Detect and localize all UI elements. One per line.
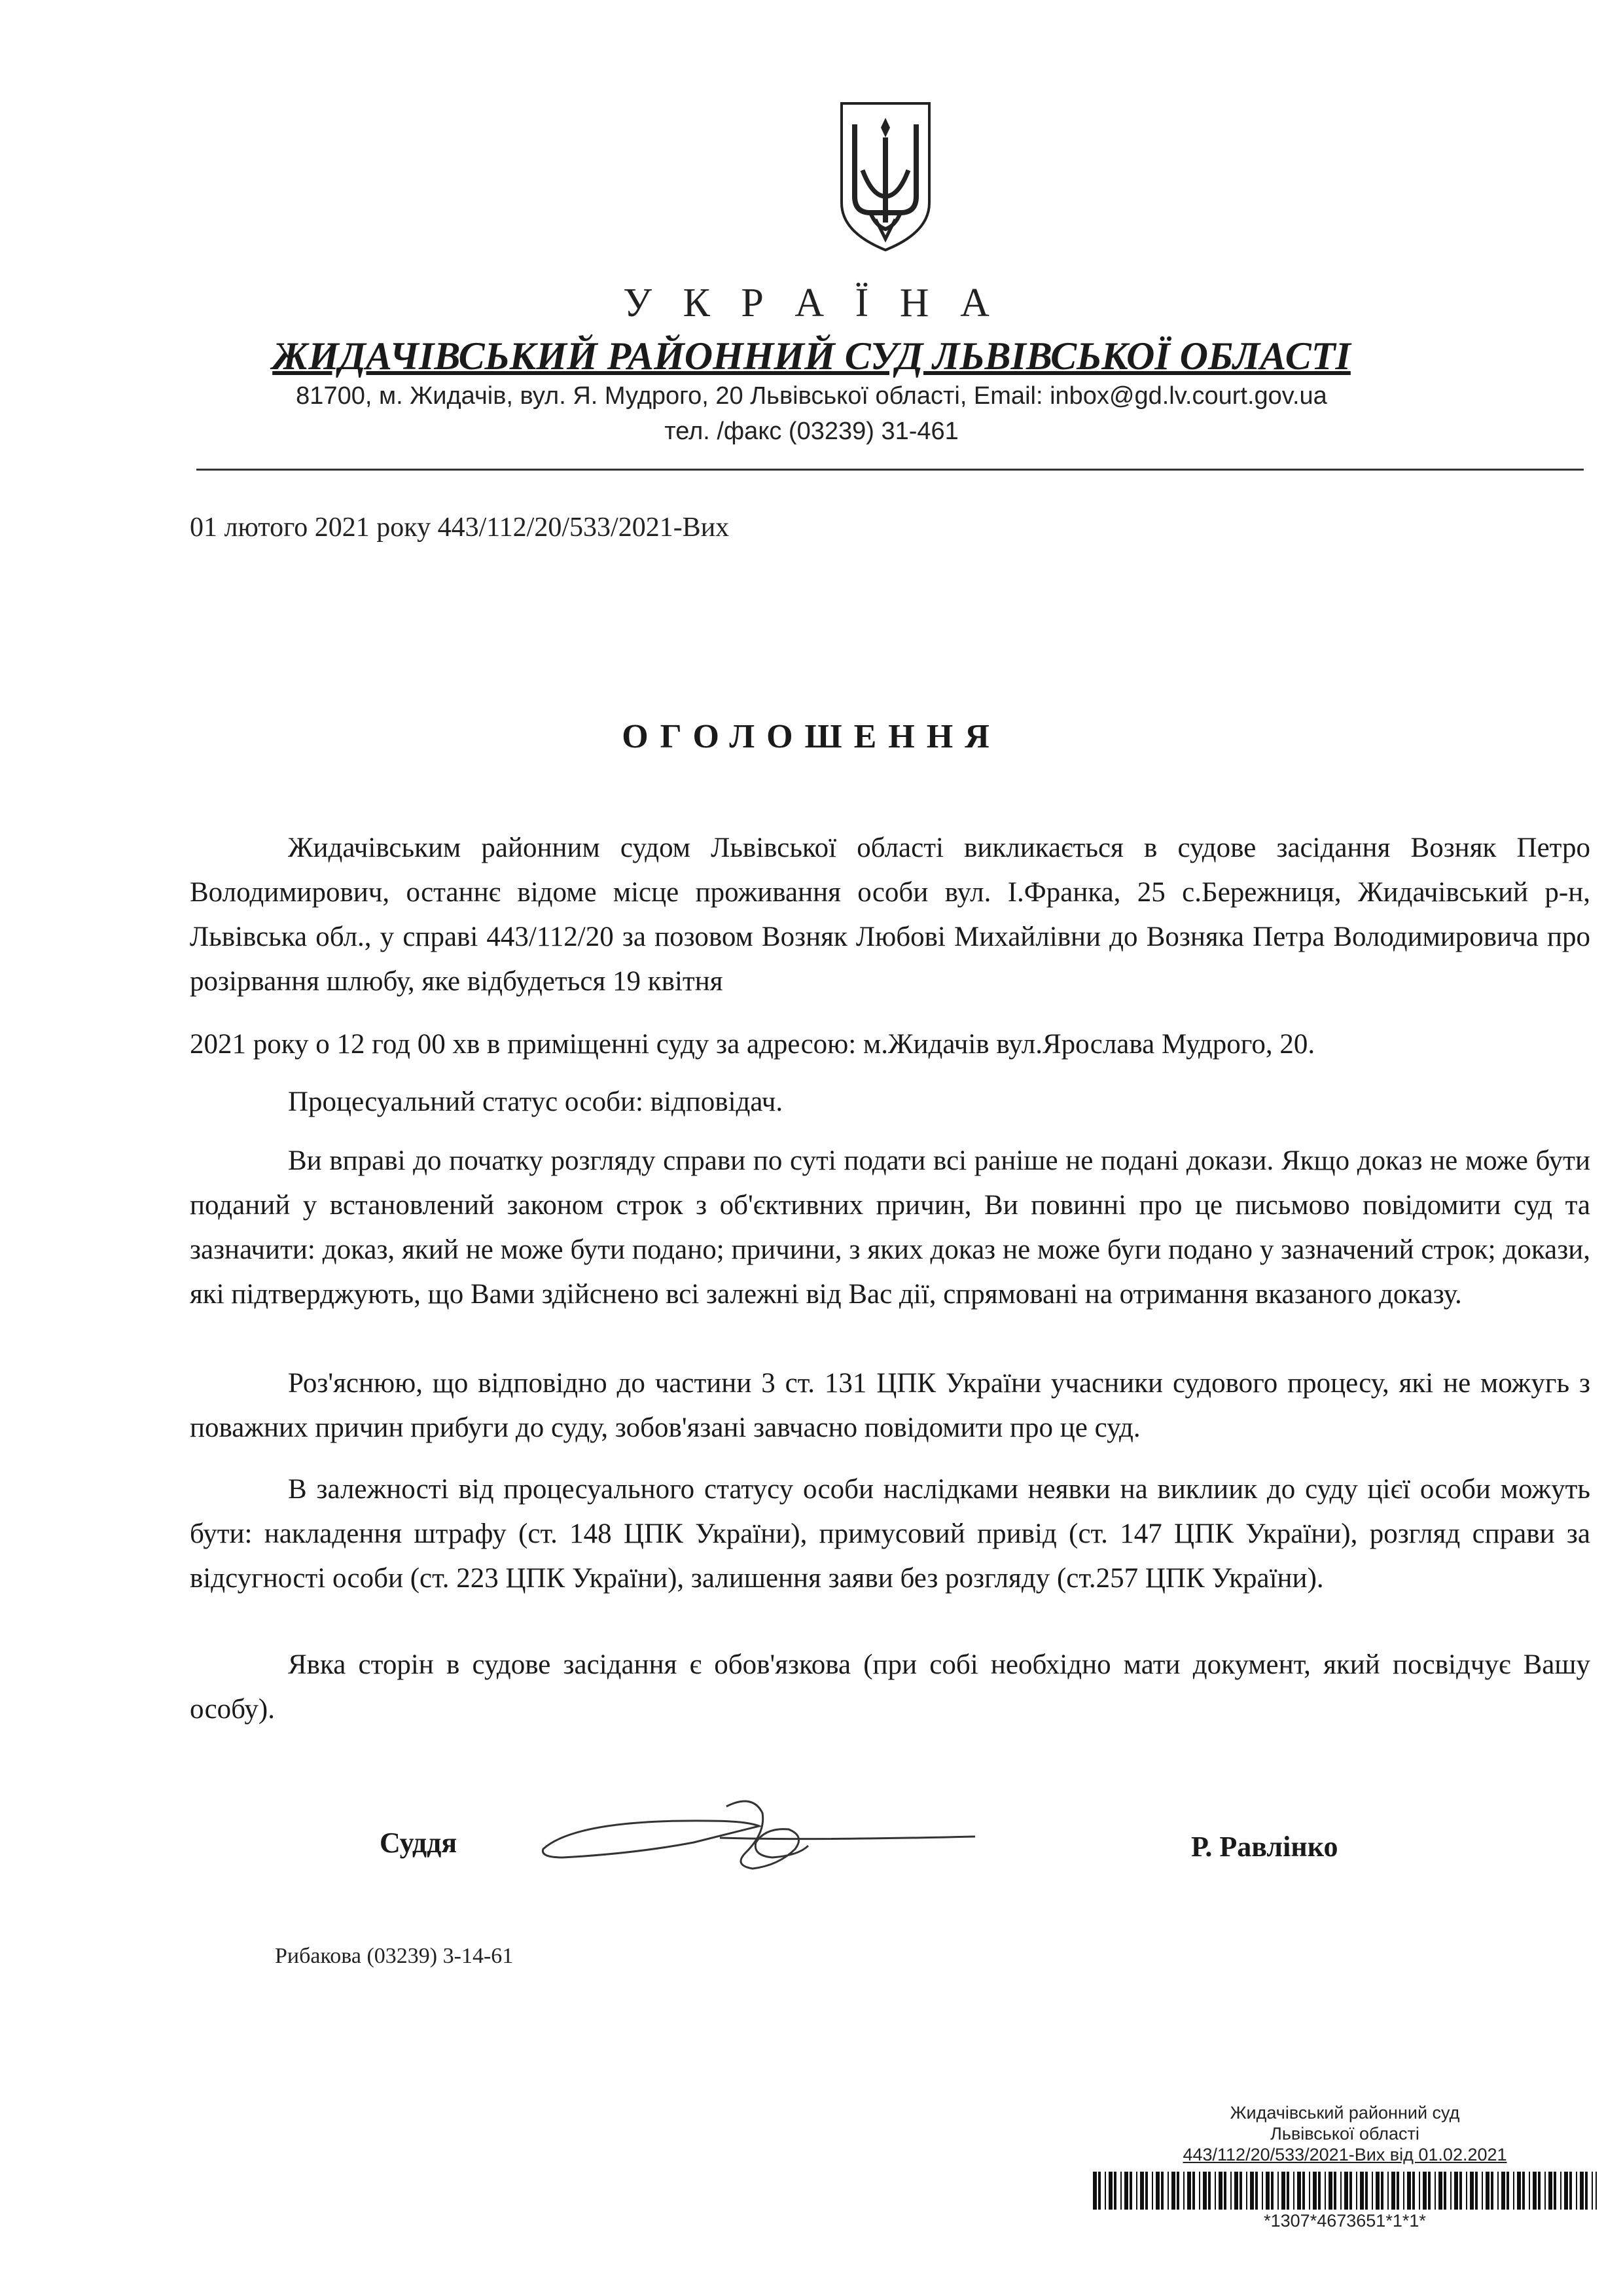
paragraph-text: Процесуальний статус особи: відповідач.	[288, 1086, 783, 1117]
paragraph-text: В залежності від процесуального статусу особи наслідками неявки на виклиик до суду цієї особи можуть бути: накладення штрафу (ст. 148 ЦПК України), примусовий привід (ст. 147 ЦПК України), розгляд справи за відсугності особи (ст. 223 ЦПК України), залишення заяви без розгляду (ст.257 ЦПК України).	[190, 1474, 1590, 1594]
paragraph-text: Ви вправі до початку розгляду справи по суті подати всі раніше не подані докази. Якщо доказ не може бути поданий у встановлений законом строк з об'єктивних причин, Ви повинні про це письмово повідомити суд та зазначити: доказ, який не може бути подано; причини, з яких доказ не може буги подано у зазначений строк; докази, які підтверджують, що Вами здійснено всі залежні від Вас дії, спрямовані на отримання вказаного доказу.	[190, 1145, 1590, 1310]
paragraph-text: Явка сторін в судове засідання є обов'язкова (при собі необхідно мати документ, який посвідчує Вашу особу).	[190, 1649, 1590, 1725]
paragraph-attendance	[190, 1643, 1590, 1732]
handwritten-signature-icon	[537, 1780, 982, 1885]
paragraph-text: 2021 року о 12 год 00 хв в приміщенні суду за адресою: м.Жидачів вул.Ярослава Мудрого, 20.	[190, 1029, 1315, 1060]
court-address: 81700, м. Жидачів, вул. Я. Мудрого, 20 Львівської області, Email: inbox@gd.lv.court.gov.ua	[296, 382, 1327, 410]
executor-contact: Рибакова (03239) 3-14-61	[275, 1944, 514, 1968]
paragraph-summons	[190, 826, 1590, 1004]
barcode-icon	[1093, 2172, 1597, 2210]
paragraph-text: Жидачівським районним судом Львівської області викликається в судове засідання Возняк Петро Володимирович, останнє відоме місце проживання особи вул. І.Франка, 25 с.Бережниця, Жидачівський р-н, Львівська обл., у справі 443/112/20 за позовом Возняк Любові Михайлівни до Возняка Петра Володимировича про розірвання шлюбу, яке відбудеться 19 квітня	[190, 833, 1590, 997]
document-date-reference: 01 лютого 2021 року 443/112/20/533/2021-Вих	[190, 512, 730, 543]
stamp-region-line: Львівської області	[1270, 2124, 1419, 2144]
paragraph-hearing-time	[190, 1022, 1590, 1067]
court-name: ЖИДАЧІВСЬКИЙ РАЙОННИЙ СУД ЛЬВІВСЬКОЇ ОБЛАСТІ	[272, 334, 1351, 378]
trident-coat-of-arms-icon	[836, 98, 935, 255]
paragraph-status	[190, 1080, 1590, 1124]
header-divider	[196, 469, 1584, 471]
barcode-number: *1307*4673651*1*1*	[1264, 2211, 1426, 2231]
registration-stamp	[1086, 2102, 1603, 2165]
judge-label: Суддя	[380, 1827, 457, 1859]
paragraph-consequences	[190, 1467, 1590, 1601]
court-phone: тел. /факс (03239) 31-461	[664, 418, 959, 445]
paragraph-text: Роз'яснюю, що відповідно до частини 3 ст. 131 ЦПК України учасники судового процесу, які не можугь з поважних причин прибуги до суду, зобов'язані завчасно повідомити про це суд.	[190, 1368, 1590, 1443]
document-title: ОГОЛОШЕННЯ	[622, 718, 1001, 755]
country-name: У К Р А Ї Н А	[623, 281, 1000, 325]
stamp-court-line: Жидачівський районний суд	[1230, 2103, 1460, 2123]
paragraph-evidence	[190, 1139, 1590, 1317]
paragraph-explanation	[190, 1361, 1590, 1450]
judge-name: Р. Равлінко	[1191, 1831, 1338, 1863]
stamp-reference-line: 443/112/20/533/2021-Вих від 01.02.2021	[1183, 2145, 1507, 2164]
